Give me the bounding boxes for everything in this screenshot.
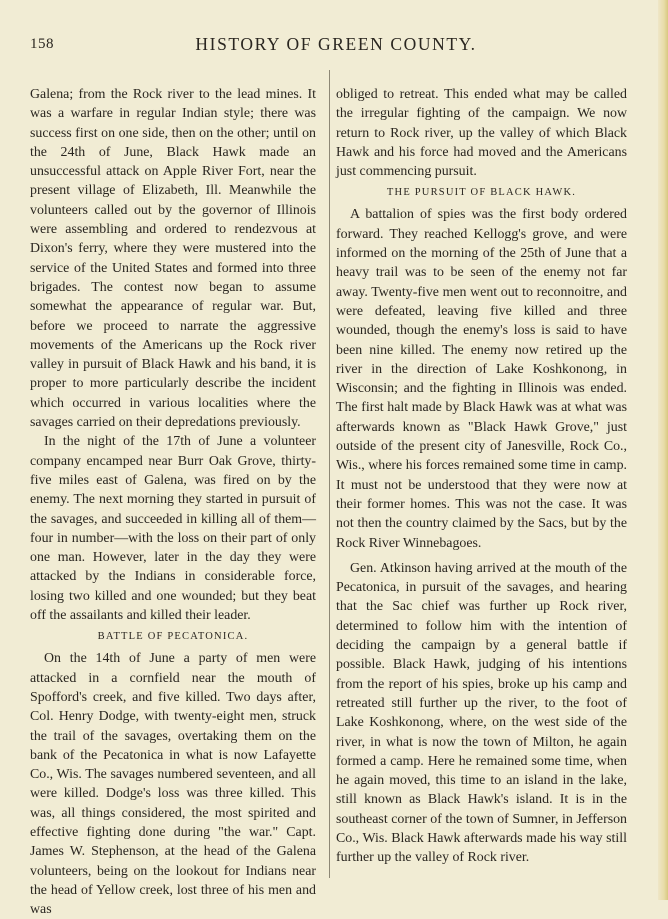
column-divider — [329, 70, 330, 878]
paragraph: obliged to retreat. This ended what may be called the irregular fighting of the campaign. We now return to Rock river, up the valley of which Black Hawk and his force had moved and the Americans just commencing pursuit. — [336, 87, 627, 180]
paragraph: On the 14th of June a party of men were attacked in a cornfield near the mouth of Spofford's creek, and five killed. Two days after, Col. Henry Dodge, with twenty-eight men, struck the trail of the savages, overtaking them on the bank of the Pecatonica in what is now Lafayette Co., Wis. The savages numbered seventeen, and all were killed. Dodge's loss was three killed. This was, all things considered, the most spirited and effective fighting done during "the war." Capt. James W. Stephenson, at the head of the Galena volunteers, being on the lookout for Indians near the head of Yellow creek, lost three of his men and was — [30, 651, 316, 918]
page-number: 158 — [30, 36, 54, 52]
page-edge — [658, 0, 668, 900]
right-column — [336, 85, 627, 868]
paragraph: A battalion of spies was the first body ordered forward. They reached Kellogg's grove, and were informed on the morning of the 25th of June that a heavy trail was to be seen of the enemy not far away. Twenty-five men went out to reconnoitre, and were defeated, leaving five killed and three wounded, though the enemy's loss is said to have been nine killed. The enemy now retired up the river in the direction of Lake Koshkonong, in Wisconsin; and the fighting in Illinois was ended. The first halt made by Black Hawk was at what was afterwards known as "Black Hawk Grove," just outside of the present city of Janesville, Rock Co., Wis., where his forces remained some time in camp. It must not be understood that they were now at their former homes. This was not the case. It was not then the country claimed by the Sacs, but by the Rock River Winnebagoes. — [336, 207, 627, 551]
page-header — [30, 34, 642, 56]
paragraph: In the night of the 17th of June a volunteer company encamped near Burr Oak Grove, thirty-five miles east of Galena, was fired on by the enemy. The next morning they started in pursuit of the savages, and succeeded in killing all of them—four in number—with the loss on their part of only one man. However, later in the day they were attacked by the Indians in considerable force, losing two killed and one wounded; but they beat off the assailants and killed their leader. — [30, 434, 316, 624]
section-heading: THE PURSUIT OF BLACK HAWK. — [386, 187, 577, 199]
section-heading: BATTLE OF PECATONICA. — [97, 631, 249, 643]
paragraph: Galena; from the Rock river to the lead mines. It was a warfare in regular Indian style; there was success first on one side, then on the other; until on the 24th of June, Black Hawk made an unsuccessful attack on Apple River Fort, near the present village of Elizabeth, Ill. Meanwhile the volunteers called out by the governor of Illinois were assembling and ordered to rendezvous at Dixon's ferry, where they were mustered into the service of the United States and formed into three brigades. The contest now began to assume somewhat the appearance of regular war. But, before we proceed to narrate the aggressive movements of the Americans up the Rock river valley in pursuit of Black Hawk and his band, it is proper to more particularly describe the incident which occurred in various localities where the savages carried on their depredations previously. — [30, 87, 316, 431]
paragraph: Gen. Atkinson having arrived at the mouth of the Pecatonica, in pursuit of the savages, and hearing that the Sac chief was further up Rock river, determined to follow him with the intention of deciding the campaign by a general battle if possible. Black Hawk, judging of his intentions from the report of his spies, broke up his camp and retreated still further up the river, to the foot of Lake Koshkonong, where, on the west side of the river, in what is now the town of Milton, he again formed a camp. Here he remained some time, when he again moved, this time to an island in the lake, still known as Black Hawk's island. It is in the southeast corner of the town of Sumner, in Jefferson Co., Wis. Black Hawk afterwards made his way still further up the valley of Rock river. — [336, 560, 627, 866]
running-head: HISTORY OF GREEN COUNTY. — [195, 34, 477, 54]
left-column — [30, 85, 316, 919]
